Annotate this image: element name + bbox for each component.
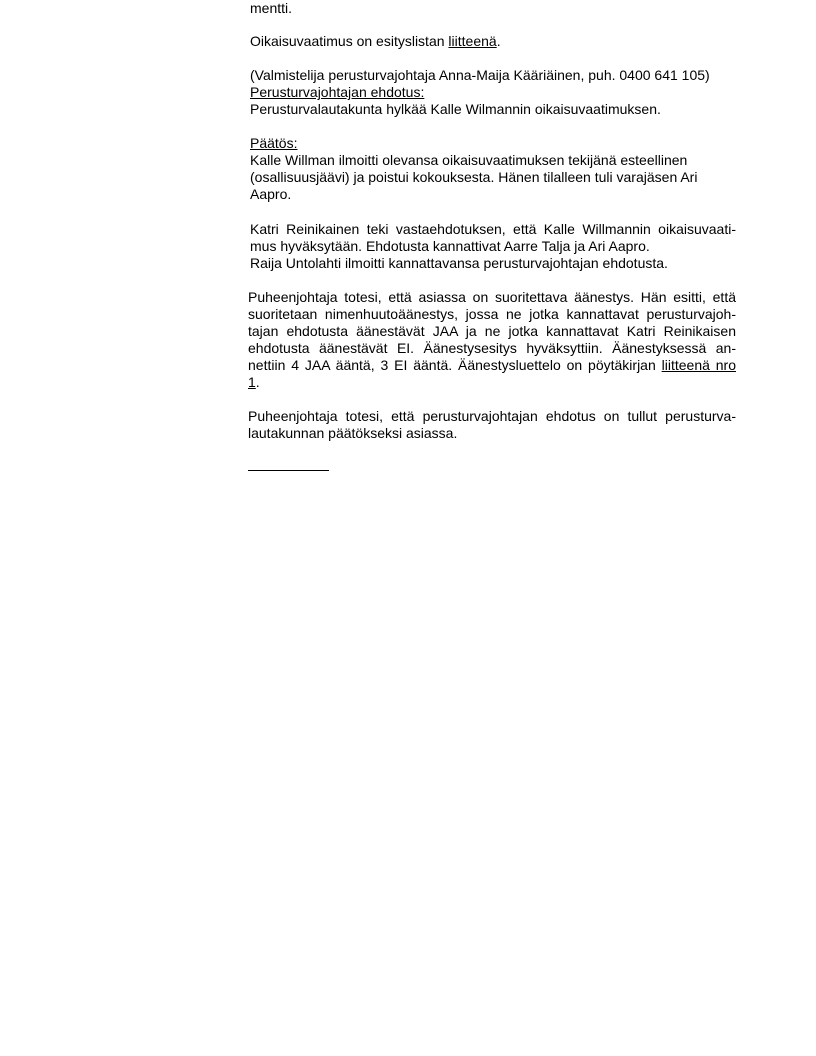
attachment-link[interactable]: liitteenä nro: [661, 357, 737, 373]
closing-rule: [248, 470, 329, 471]
text-line: (osallisuusjäävi) ja poistui kokouksesta. Hänen tilalleen tuli varajäsen Ari: [250, 169, 698, 185]
text: .: [255, 374, 260, 390]
text-line: suoritetaan nimenhuutoäänestys, jossa ne jotka kannattavat perusturvajoh-: [248, 306, 736, 322]
text-line: Puheenjohtaja totesi, että perusturvajohtajan ehdotus on tullut perusturva-: [248, 408, 736, 424]
text-line: Katri Reinikainen teki vastaehdotuksen, että Kalle Willmannin oikaisuvaati-: [250, 221, 736, 237]
proposal-heading: Perusturvajohtajan ehdotus:: [250, 84, 425, 100]
proposal-text: Perusturvalautakunta hylkää Kalle Wilmannin oikaisuvaatimuksen.: [250, 101, 661, 117]
text-line: Puheenjohtaja totesi, että asiassa on suoritettava äänestys. Hän esitti, että: [248, 289, 736, 305]
text-line: lautakunnan päätökseksi asiassa.: [248, 425, 458, 441]
text: .: [496, 33, 501, 49]
decision-heading: Päätös:: [250, 135, 298, 151]
text-line: [248, 374, 260, 391]
attachment-link[interactable]: liitteenä: [448, 33, 497, 49]
attachment-paragraph: [250, 33, 501, 50]
attachment-link[interactable]: 1: [248, 374, 256, 390]
text-line: tajan ehdotusta äänestävät JAA ja ne jotka kannattavat Katri Reinikaisen: [248, 323, 736, 339]
text-line: mentti.: [250, 0, 293, 16]
text: nettiin 4 JAA ääntä, 3 EI ääntä. Äänestysluettelo on pöytäkirjan: [248, 357, 662, 373]
text-line: Aapro.: [250, 186, 292, 202]
text-line: ehdotusta äänestävät EI. Äänestysesitys hyväksyttiin. Äänestyksessä an-: [248, 340, 736, 356]
text-line: Kalle Willman ilmoitti olevansa oikaisuvaatimuksen tekijänä esteellinen: [250, 152, 688, 168]
preparer-line: (Valmistelija perusturvajohtaja Anna-Maija Kääriäinen, puh. 0400 641 105): [250, 67, 710, 83]
text-line: Raija Untolahti ilmoitti kannattavansa perusturvajohtajan ehdotusta.: [250, 255, 668, 271]
text-line: mus hyväksytään. Ehdotusta kannattivat Aarre Talja ja Ari Aapro.: [250, 238, 650, 254]
text: Oikaisuvaatimus on esityslistan: [250, 33, 449, 49]
text-line: [248, 357, 736, 374]
